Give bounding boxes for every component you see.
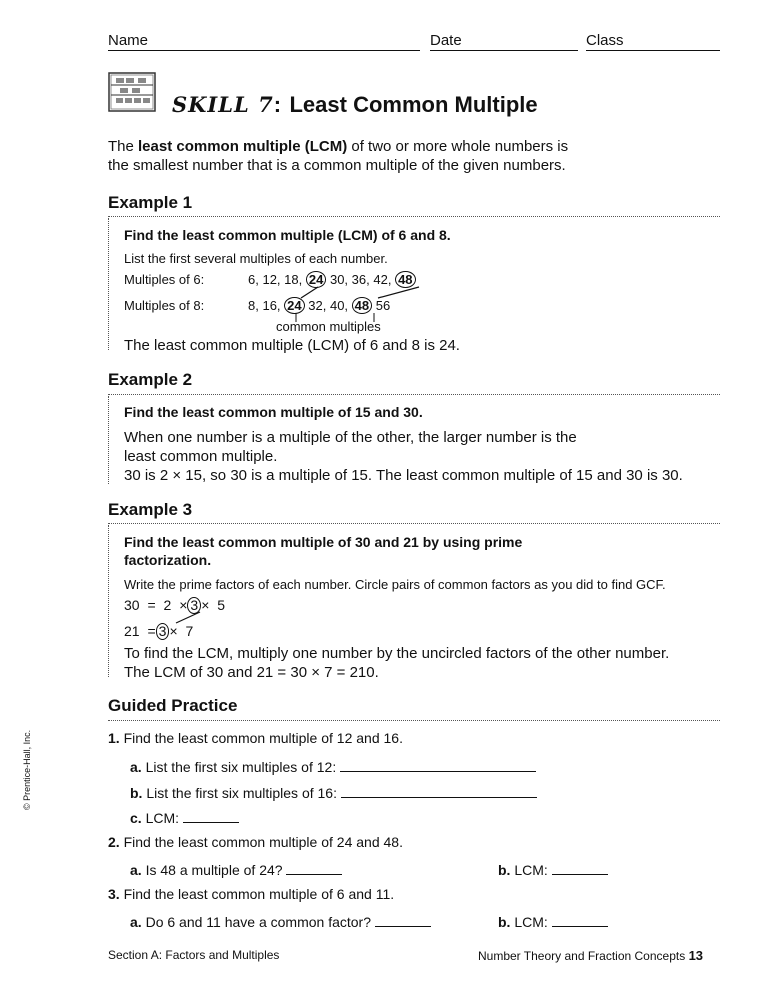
answer-3b-blank[interactable]	[552, 912, 608, 927]
intro-text: The least common multiple (LCM) of two or more whole numbers is the smallest number that is a common multiple of the given numbers.	[108, 138, 569, 174]
multiples6-list: 6, 12, 18, 24 30, 36, 42, 48	[248, 271, 416, 288]
circled-3: 3	[187, 597, 201, 614]
factor-row-21: 21 = 3 × 7	[124, 623, 194, 639]
date-label: Date	[430, 32, 462, 49]
footer-book: Number Theory and Fraction Concepts 13	[478, 948, 704, 963]
question-1a: a. List the first six multiples of 12:	[130, 757, 536, 775]
topic-title: Least Common Multiple	[289, 92, 538, 117]
page-number: 13	[688, 948, 704, 963]
common-multiples-note: common multiples	[276, 319, 381, 334]
question-2: 2. Find the least common multiple of 24 and 48.	[108, 834, 403, 850]
example1-instruction: List the first several multiples of each number.	[124, 251, 388, 266]
multiples8-list: 8, 16, 24 32, 40, 48 56	[248, 298, 391, 313]
circled-24: 24	[284, 297, 304, 314]
question-3a: a. Do 6 and 11 have a common factor?	[130, 912, 431, 930]
question-1c: c. LCM:	[130, 808, 239, 826]
guided-practice-heading: Guided Practice	[108, 696, 238, 715]
example1-heading: Example 1	[108, 193, 193, 212]
question-3b: b. LCM:	[498, 912, 608, 930]
example1-prompt: Find the least common multiple (LCM) of 6 and 8.	[124, 227, 451, 243]
example2-heading: Example 2	[108, 370, 193, 389]
divider	[108, 720, 720, 721]
example3-prompt: Find the least common multiple of 30 and 21 by using prime factorization.	[124, 534, 523, 568]
question-1: 1. Find the least common multiple of 12 and 16.	[108, 730, 403, 746]
question-1b: b. List the first six multiples of 16:	[130, 783, 537, 801]
answer-2b-blank[interactable]	[552, 860, 608, 875]
circled-48: 48	[352, 297, 372, 314]
example2-prompt: Find the least common multiple of 15 and 30.	[124, 404, 423, 420]
example3-explanation: To find the LCM, multiply one number by the uncircled factors of the other number. The LCM of 30 and 21 = 30 × 7 = 210.	[124, 645, 670, 681]
name-label: Name	[108, 32, 149, 49]
example1-conclusion: The least common multiple (LCM) of 6 and 8 is 24.	[124, 337, 460, 354]
answer-1a-blank[interactable]	[340, 757, 536, 772]
example3-instruction: Write the prime factors of each number. Circle pairs of common factors as you did to find GCF.	[124, 577, 666, 592]
circled-3: 3	[156, 623, 170, 640]
multiples8-label: Multiples of 8:	[124, 298, 205, 313]
skill-label: SKILL 7	[172, 92, 274, 117]
circled-24: 24	[306, 271, 326, 288]
answer-3a-blank[interactable]	[375, 912, 431, 927]
answer-1c-blank[interactable]	[183, 808, 239, 823]
copyright-note: © Prentice-Hall, Inc.	[22, 729, 32, 810]
example2-body: When one number is a multiple of the other, the larger number is the least common multiple. 30 is 2 × 15, so 30 is a multiple of 15. The least common multiple of 15 and 30 is 30.	[124, 429, 683, 484]
answer-2a-blank[interactable]	[286, 860, 342, 875]
circled-48: 48	[395, 271, 415, 288]
question-2b: b. LCM:	[498, 860, 608, 878]
footer-section: Section A: Factors and Multiples	[108, 948, 280, 962]
question-2a: a. Is 48 a multiple of 24?	[130, 860, 342, 878]
multiples6-label: Multiples of 6:	[124, 272, 205, 287]
page-title: SKILL 7: Least Common Multiple	[172, 92, 538, 117]
factor-row-30: 30 = 2 × 3 × 5	[124, 597, 226, 613]
example3-heading: Example 3	[108, 500, 193, 519]
answer-1b-blank[interactable]	[341, 783, 537, 798]
class-label: Class	[586, 32, 624, 49]
question-3: 3. Find the least common multiple of 6 and 11.	[108, 886, 395, 902]
